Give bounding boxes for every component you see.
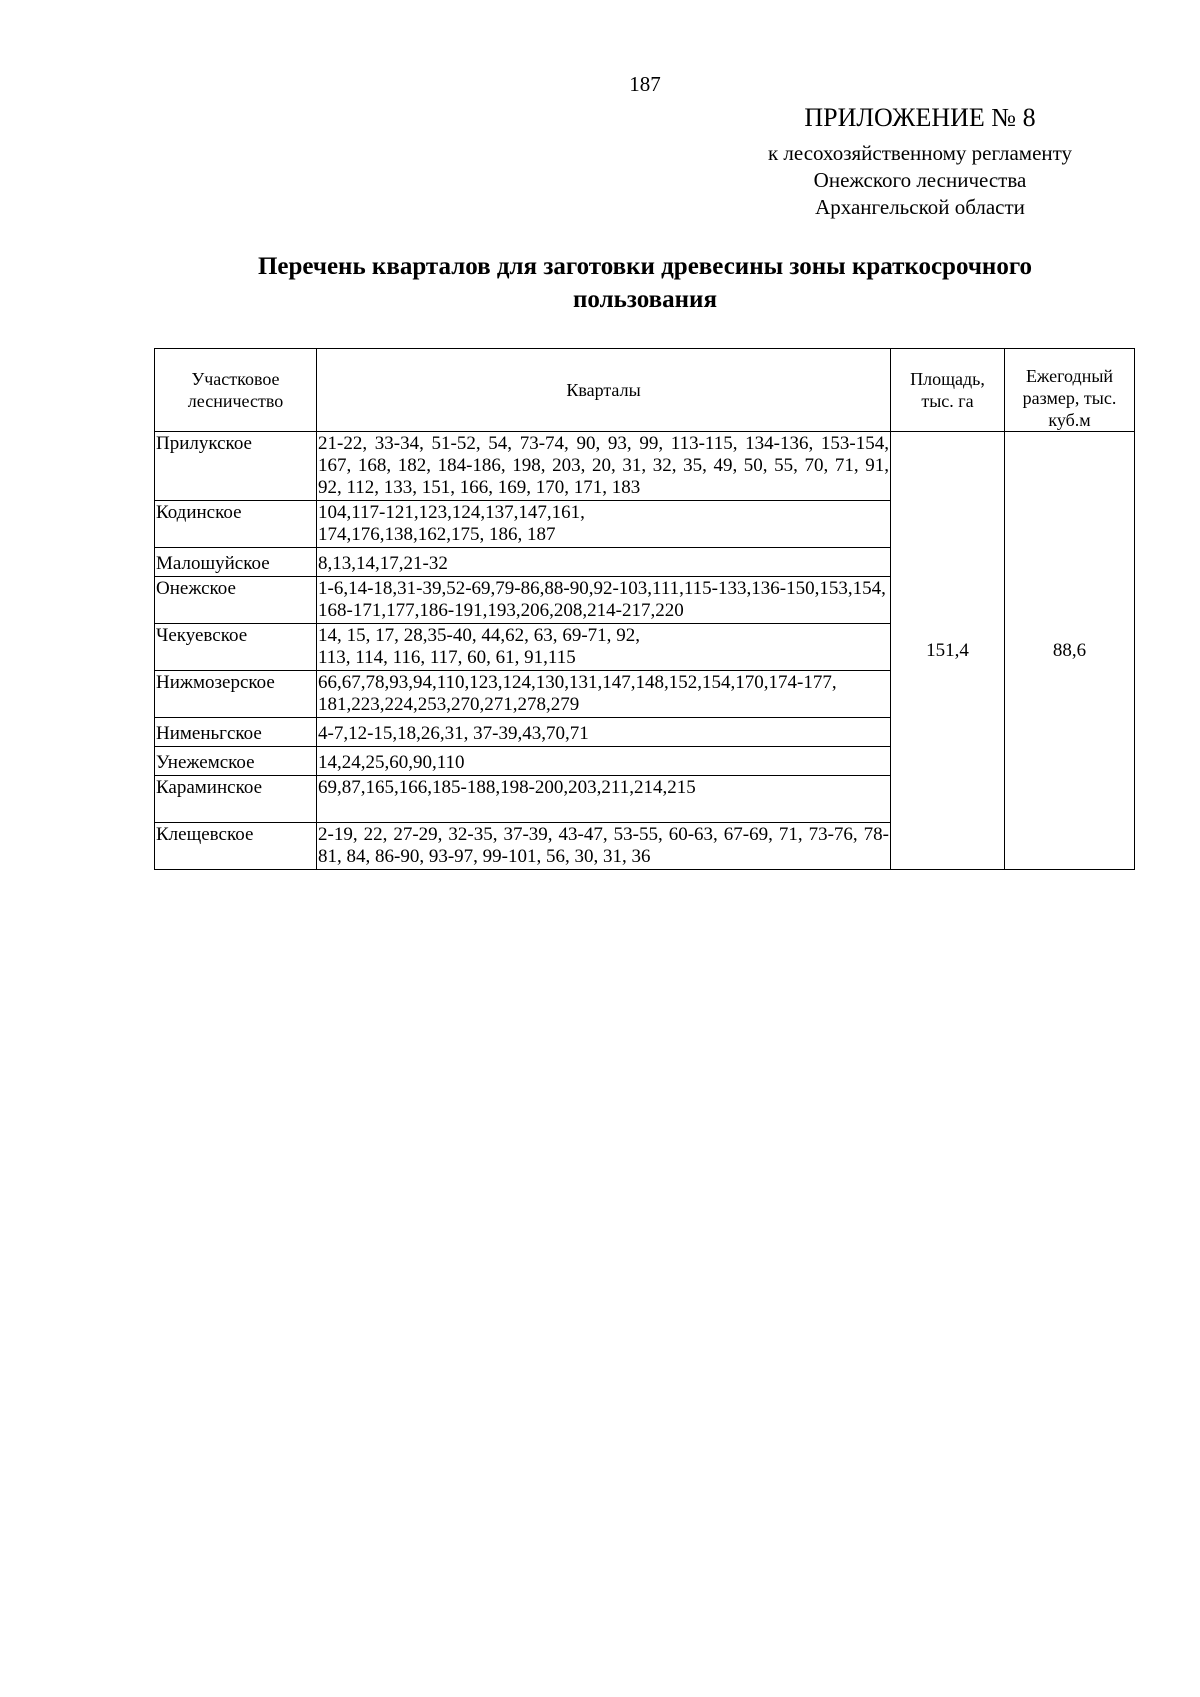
area-cell: 151,4: [891, 432, 1005, 870]
header-annual: Ежегодный размер, тыс. куб.м: [1005, 349, 1135, 432]
header-area: Площадь, тыс. га: [891, 349, 1005, 432]
quarters-cell: 4-7,12-15,18,26,31, 37-39,43,70,71: [317, 718, 891, 747]
quarters-cell: 14, 15, 17, 28,35-40, 44,62, 63, 69-71, 92, 113, 114, 116, 117, 60, 61, 91,115: [317, 624, 891, 671]
district-cell: Нижмозерское: [155, 671, 317, 718]
district-cell: Прилукское: [155, 432, 317, 501]
district-cell: Клещевское: [155, 823, 317, 870]
quarters-cell: 2-19, 22, 27-29, 32-35, 37-39, 43-47, 53-55, 60-63, 67-69, 71, 73-76, 78-81, 84, 86-90, 93-97, 99-101, 56, 30, 31, 36: [317, 823, 891, 870]
quarters-cell: 69,87,165,166,185-188,198-200,203,211,214,215: [317, 776, 891, 823]
appendix-line-2: Онежского лесничества: [813, 168, 1027, 192]
header-quarters: Кварталы: [317, 349, 891, 432]
district-cell: Нименьгское: [155, 718, 317, 747]
appendix-block: [710, 102, 1130, 221]
quarters-cell: 21-22, 33-34, 51-52, 54, 73-74, 90, 93, 99, 113-115, 134-136, 153-154, 167, 168, 182, 184-186, 198, 203, 20, 31, 32, 35, 49, 50, 55, 70, 71, 91, 92, 112, 133, 151, 166, 169, 170, 171, 183: [317, 432, 891, 501]
annual-cell: 88,6: [1005, 432, 1135, 870]
quarters-cell: 1-6,14-18,31-39,52-69,79-86,88-90,92-103,111,115-133,136-150,153,154,168-171,177,186-191,193,206,208,214-217,220: [317, 577, 891, 624]
quarters-cell: 8,13,14,17,21-32: [317, 548, 891, 577]
table-row: [155, 432, 1135, 501]
appendix-line-1: к лесохозяйственному регламенту: [767, 141, 1073, 165]
appendix-title: ПРИЛОЖЕНИЕ № 8: [804, 103, 1036, 132]
appendix-line-3: Архангельской области: [815, 195, 1025, 219]
table-header-row: [155, 349, 1135, 432]
page-number: 187: [629, 72, 661, 96]
document-title-line-2: пользования: [573, 286, 717, 313]
district-cell: Караминское: [155, 776, 317, 823]
quarters-cell: 66,67,78,93,94,110,123,124,130,131,147,148,152,154,170,174-177,181,223,224,253,270,271,278,279: [317, 671, 891, 718]
district-cell: Малошуйское: [155, 548, 317, 577]
district-cell: Чекуевское: [155, 624, 317, 671]
quarters-cell: 14,24,25,60,90,110: [317, 747, 891, 776]
quarters-cell: 104,117-121,123,124,137,147,161, 174,176,138,162,175, 186, 187: [317, 501, 891, 548]
document-title: [120, 250, 1170, 316]
district-cell: Онежское: [155, 577, 317, 624]
district-cell: Унежемское: [155, 747, 317, 776]
header-district: Участковое лесничество: [155, 349, 317, 432]
document-title-line-1: Перечень кварталов для заготовки древесины зоны краткосрочного: [257, 253, 1033, 280]
district-cell: Кодинское: [155, 501, 317, 548]
quarters-table: [154, 348, 1135, 870]
